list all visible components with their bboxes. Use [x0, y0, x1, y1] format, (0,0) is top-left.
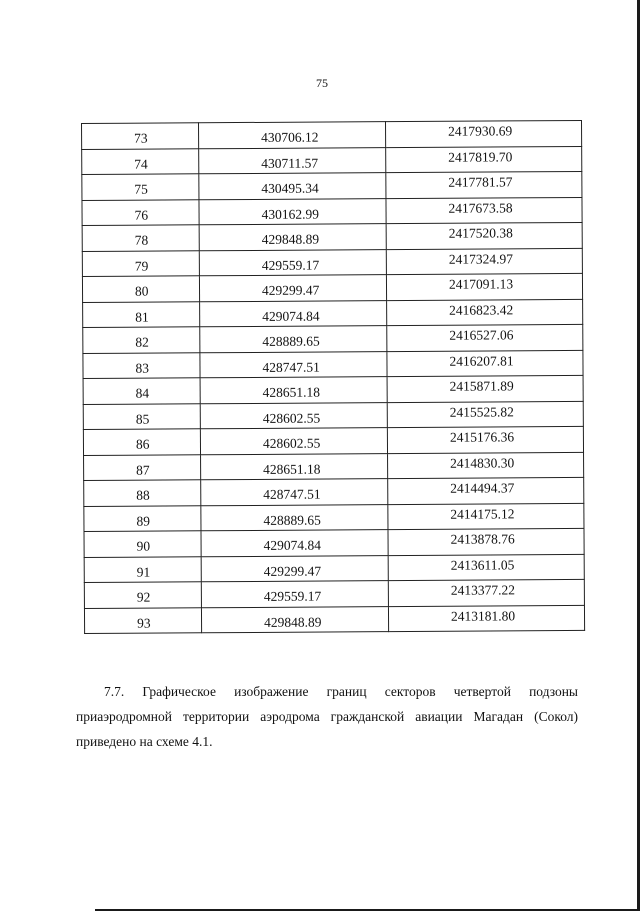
point-number-cell: 73 — [82, 123, 199, 149]
table-row — [82, 120, 582, 149]
table-row — [83, 350, 583, 379]
x-coordinate-cell: 428651.18 — [201, 453, 388, 480]
table-row — [84, 477, 584, 506]
y-coordinate-cell: 2414175.12 — [388, 503, 584, 530]
y-coordinate-cell: 2413878.76 — [388, 528, 584, 555]
point-number-cell: 79 — [82, 250, 199, 276]
table-row — [84, 452, 584, 481]
x-coordinate-cell: 429074.84 — [200, 300, 387, 327]
table-row — [82, 197, 582, 226]
y-coordinate-cell: 2417819.70 — [386, 146, 582, 173]
point-number-cell: 93 — [84, 607, 201, 633]
point-number-cell: 82 — [83, 327, 200, 353]
point-number-cell: 87 — [84, 454, 201, 480]
point-number-cell: 92 — [84, 582, 201, 608]
y-coordinate-cell: 2416527.06 — [387, 324, 583, 351]
y-coordinate-cell: 2417091.13 — [386, 273, 582, 300]
x-coordinate-cell: 430162.99 — [199, 198, 386, 225]
y-coordinate-cell: 2417673.58 — [386, 197, 582, 224]
y-coordinate-cell: 2415871.89 — [387, 375, 583, 402]
x-coordinate-cell: 430495.34 — [199, 173, 386, 200]
table-row — [82, 273, 582, 302]
table-row — [84, 528, 584, 557]
point-number-cell: 76 — [82, 199, 199, 225]
y-coordinate-cell: 2413611.05 — [388, 554, 584, 581]
y-coordinate-cell: 2414494.37 — [388, 477, 584, 504]
x-coordinate-cell: 429559.17 — [201, 581, 388, 608]
x-coordinate-cell: 428602.55 — [200, 402, 387, 429]
point-number-cell: 81 — [83, 301, 200, 327]
x-coordinate-cell: 428747.51 — [200, 351, 387, 378]
section-7-7-paragraph: 7.7. Графическое изображение границ секторов четвертой подзоны приаэродромной территории аэродрома гражданской авиации Магадан (Сокол) приведено на схеме 4.1. — [76, 684, 578, 749]
table-row — [82, 248, 582, 277]
point-number-cell: 83 — [83, 352, 200, 378]
page-number: 75 — [316, 76, 328, 90]
table-row — [84, 554, 584, 583]
x-coordinate-cell: 428889.65 — [200, 326, 387, 353]
table-row — [82, 146, 582, 175]
y-coordinate-cell: 2417520.38 — [386, 222, 582, 249]
table-row — [82, 171, 582, 200]
x-coordinate-cell: 429848.89 — [201, 606, 388, 633]
x-coordinate-cell: 429559.17 — [199, 249, 386, 276]
table-row — [83, 299, 583, 328]
point-number-cell: 80 — [82, 276, 199, 302]
table-row — [83, 401, 583, 430]
y-coordinate-cell: 2417781.57 — [386, 171, 582, 198]
point-number-cell: 78 — [82, 225, 199, 251]
y-coordinate-cell: 2415176.36 — [387, 426, 583, 453]
point-number-cell: 85 — [83, 403, 200, 429]
table-row — [82, 222, 582, 251]
point-number-cell: 90 — [84, 531, 201, 557]
table-row — [83, 375, 583, 404]
x-coordinate-cell: 429848.89 — [199, 224, 386, 251]
point-number-cell: 91 — [84, 556, 201, 582]
y-coordinate-cell: 2417324.97 — [386, 248, 582, 275]
point-number-cell: 86 — [83, 429, 200, 455]
x-coordinate-cell: 430711.57 — [199, 147, 386, 174]
table-row — [84, 503, 584, 532]
y-coordinate-cell: 2417930.69 — [385, 120, 581, 147]
point-number-cell: 88 — [84, 480, 201, 506]
x-coordinate-cell: 428889.65 — [201, 504, 388, 531]
point-number-cell: 89 — [84, 505, 201, 531]
x-coordinate-cell: 430706.12 — [199, 122, 386, 149]
y-coordinate-cell: 2413377.22 — [388, 579, 584, 606]
table-row — [84, 579, 584, 608]
y-coordinate-cell: 2416823.42 — [387, 299, 583, 326]
point-number-cell: 74 — [82, 148, 199, 174]
coordinates-table-body — [82, 120, 585, 633]
x-coordinate-cell: 429299.47 — [199, 275, 386, 302]
coordinates-table-container — [81, 120, 584, 634]
y-coordinate-cell: 2415525.82 — [387, 401, 583, 428]
x-coordinate-cell: 429074.84 — [201, 530, 388, 557]
y-coordinate-cell: 2416207.81 — [387, 350, 583, 377]
y-coordinate-cell: 2413181.80 — [388, 605, 584, 632]
x-coordinate-cell: 428602.55 — [200, 428, 387, 455]
table-row — [84, 605, 584, 634]
y-coordinate-cell: 2414830.30 — [388, 452, 584, 479]
x-coordinate-cell: 428747.51 — [201, 479, 388, 506]
point-number-cell: 75 — [82, 174, 199, 200]
table-row — [83, 426, 583, 455]
point-number-cell: 84 — [83, 378, 200, 404]
table-row — [83, 324, 583, 353]
x-coordinate-cell: 429299.47 — [201, 555, 388, 582]
x-coordinate-cell: 428651.18 — [200, 377, 387, 404]
coordinates-table — [81, 120, 585, 634]
